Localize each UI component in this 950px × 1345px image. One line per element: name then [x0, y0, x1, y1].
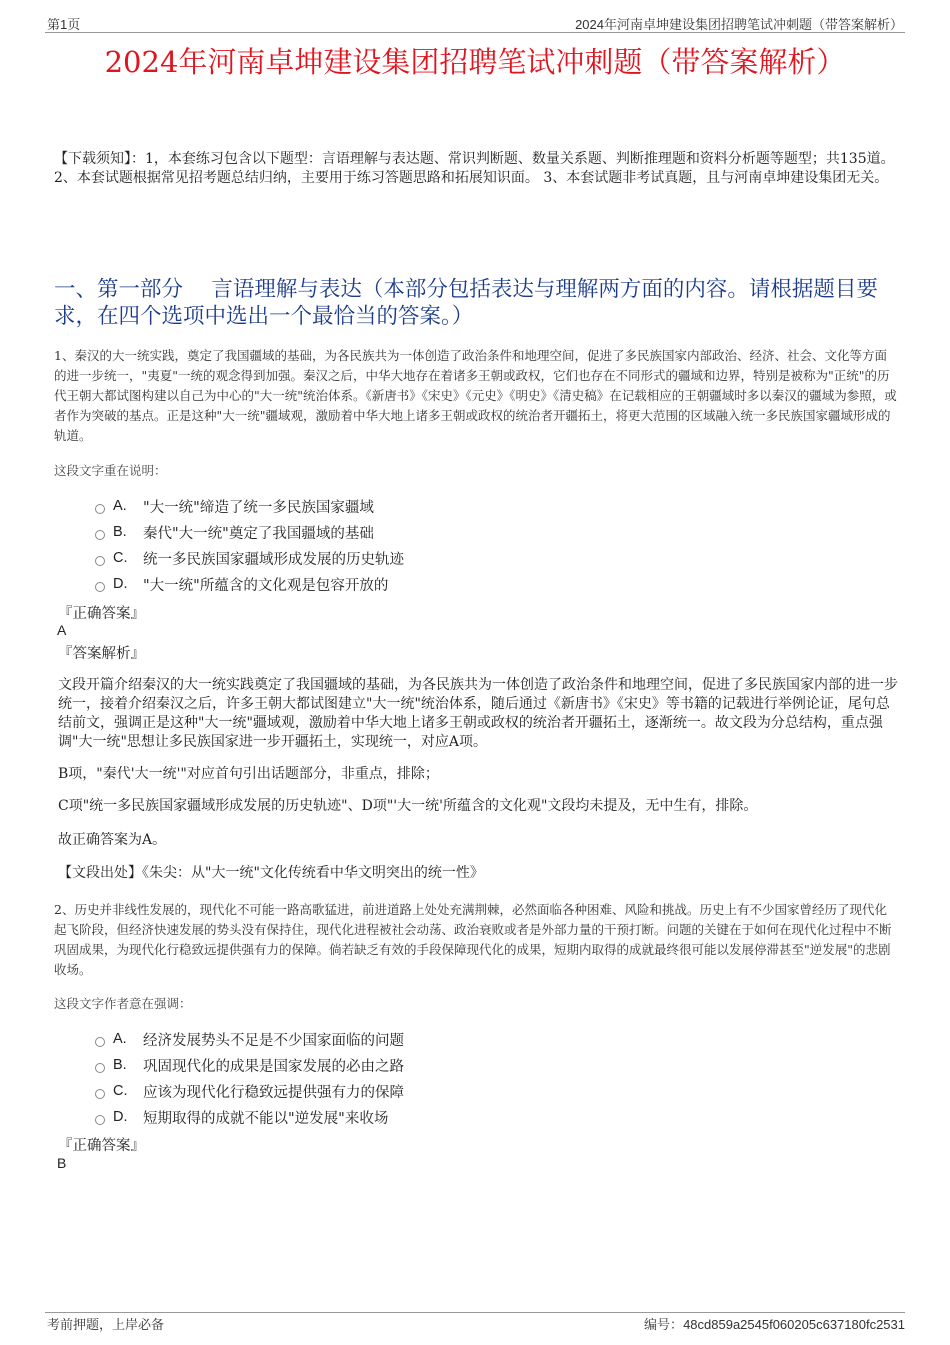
analysis-paragraph: 文段开篇介绍秦汉的大一统实践奠定了我国疆域的基础，为各民族共为一体创造了政治条件和地理空间，促进了多民族国家内部的进一步统一，接着介绍秦汉之后，许多王朝大都试图建立"大一统"统治体系，随后通过《新唐书》《宋史》等书籍的记载进行举例论证，尾句总结前文，强调正是这种"大一统"疆域观，激励着中华大地上诸多王朝或政权的统治者开疆拓土，逐渐统一。故文段为分总结构，重点强调"大一统"思想让多民族国家进一步开疆拓土，实现统一，对应A项。	[58, 677, 898, 750]
radio-icon[interactable]	[95, 556, 105, 566]
question-2-prompt: 这段文字作者意在强调：	[54, 996, 192, 1011]
radio-icon[interactable]	[95, 1089, 105, 1099]
download-notice: 【下载须知】：1，本套练习包含以下题型：言语理解与表达题、常识判断题、数量关系题、判断推理题和资料分析题等题型；共135道。 2、本套试题根据常见招考题总结归纳，主要用于练习答题思路和拓展知识面。 3、本套试题非考试真题，且与河南卓坤建设集团无关。	[54, 151, 895, 186]
option-c[interactable]: C. 应该为现代化行稳致远提供强有力的保障	[95, 1078, 404, 1104]
option-a[interactable]: A. 经济发展势头不足是不少国家面临的问题	[95, 1026, 404, 1052]
analysis-label: 『答案解析』	[58, 646, 145, 662]
correct-answer: A	[57, 622, 67, 638]
footer-divider	[45, 1312, 905, 1313]
option-d[interactable]: D. 短期取得的成就不能以"逆发展"来收场	[95, 1104, 404, 1130]
question-2-text: 2、历史并非线性发展的，现代化不可能一路高歌猛进，前进道路上处处充满荆棘，必然面临各种困难、风险和挑战。历史上有不少国家曾经历了现代化起飞阶段，但经济快速发展的势头没有保持住，现代化进程被社会动荡、政治衰败或者是外部力量的干预打断。问题的关键在于如何在现代化过程中不断巩固成果，为现代化行稳致远提供强有力的保障。倘若缺乏有效的手段保障现代化的成果，短期内取得的成就最终很可能以发展停滞甚至"逆发展"的悲剧收场。	[54, 902, 892, 977]
radio-icon[interactable]	[95, 530, 105, 540]
option-c[interactable]: C. 统一多民族国家疆域形成发展的历史轨迹	[95, 545, 404, 571]
question-1-prompt: 这段文字重在说明：	[54, 463, 167, 478]
radio-icon[interactable]	[95, 504, 105, 514]
option-d[interactable]: D. "大一统"所蕴含的文化观是包容开放的	[95, 571, 404, 597]
footer-slogan: 考前押题，上岸必备	[47, 1318, 165, 1333]
analysis-paragraph: B项，"秦代'大一统'"对应首句引出话题部分，非重点，排除；	[58, 766, 439, 782]
analysis-paragraph: 故正确答案为A。	[58, 832, 167, 848]
correct-answer: B	[57, 1155, 67, 1171]
question-2-options	[95, 1026, 404, 1130]
page-title: 2024年河南卓坤建设集团招聘笔试冲刺题（带答案解析）	[104, 45, 846, 79]
page-number: 第1页	[47, 17, 81, 32]
radio-icon[interactable]	[95, 1115, 105, 1125]
correct-answer-label: 『正确答案』	[58, 1138, 145, 1154]
radio-icon[interactable]	[95, 582, 105, 592]
option-a[interactable]: A. "大一统"缔造了统一多民族国家疆域	[95, 493, 404, 519]
document-code: 编号：48cd859a2545f060205c637180fc2531	[644, 1317, 905, 1333]
radio-icon[interactable]	[95, 1037, 105, 1047]
header-doc-title: 2024年河南卓坤建设集团招聘笔试冲刺题（带答案解析）	[575, 17, 903, 32]
correct-answer-label: 『正确答案』	[58, 606, 145, 622]
question-1-text: 1、秦汉的大一统实践，奠定了我国疆域的基础，为各民族共为一体创造了政治条件和地理空间，促进了多民族国家内部政治、经济、社会、文化等方面的进一步统一，"夷夏"一统的观念得到加强。秦汉之后，中华大地存在着诸多王朝或政权，它们也存在不同形式的疆域和边界，特别是被称为"正统"的历代王朝大都试图构建以自己为中心的"大一统"统治体系。《新唐书》《宋史》《元史》《明史》《清史稿》在记载相应的王朝疆域时多以秦汉的疆域为参照，或者作为突破的基点。正是这种"大一统"疆域观，激励着中华大地上诸多王朝或政权的统治者开疆拓土，将更大范围的区域融入统一多民族国家疆域形成的轨道。	[54, 348, 897, 443]
question-1-options	[95, 493, 404, 597]
source-citation: 【文段出处】《朱尖：从"大一统"文化传统看中华文明突出的统一性》	[58, 865, 484, 881]
header-divider	[45, 32, 905, 33]
section-heading: 一、第一部分 言语理解与表达（本部分包括表达与理解两方面的内容。请根据题目要求，在四个选项中选出一个最恰当的答案。）	[54, 277, 878, 329]
radio-icon[interactable]	[95, 1063, 105, 1073]
analysis-paragraph: C项"统一多民族国家疆域形成发展的历史轨迹"、D项"'大一统'所蕴含的文化观"文段均未提及，无中生有，排除。	[58, 798, 758, 814]
option-b[interactable]: B. 巩固现代化的成果是国家发展的必由之路	[95, 1052, 404, 1078]
option-b[interactable]: B. 秦代"大一统"奠定了我国疆域的基础	[95, 519, 404, 545]
